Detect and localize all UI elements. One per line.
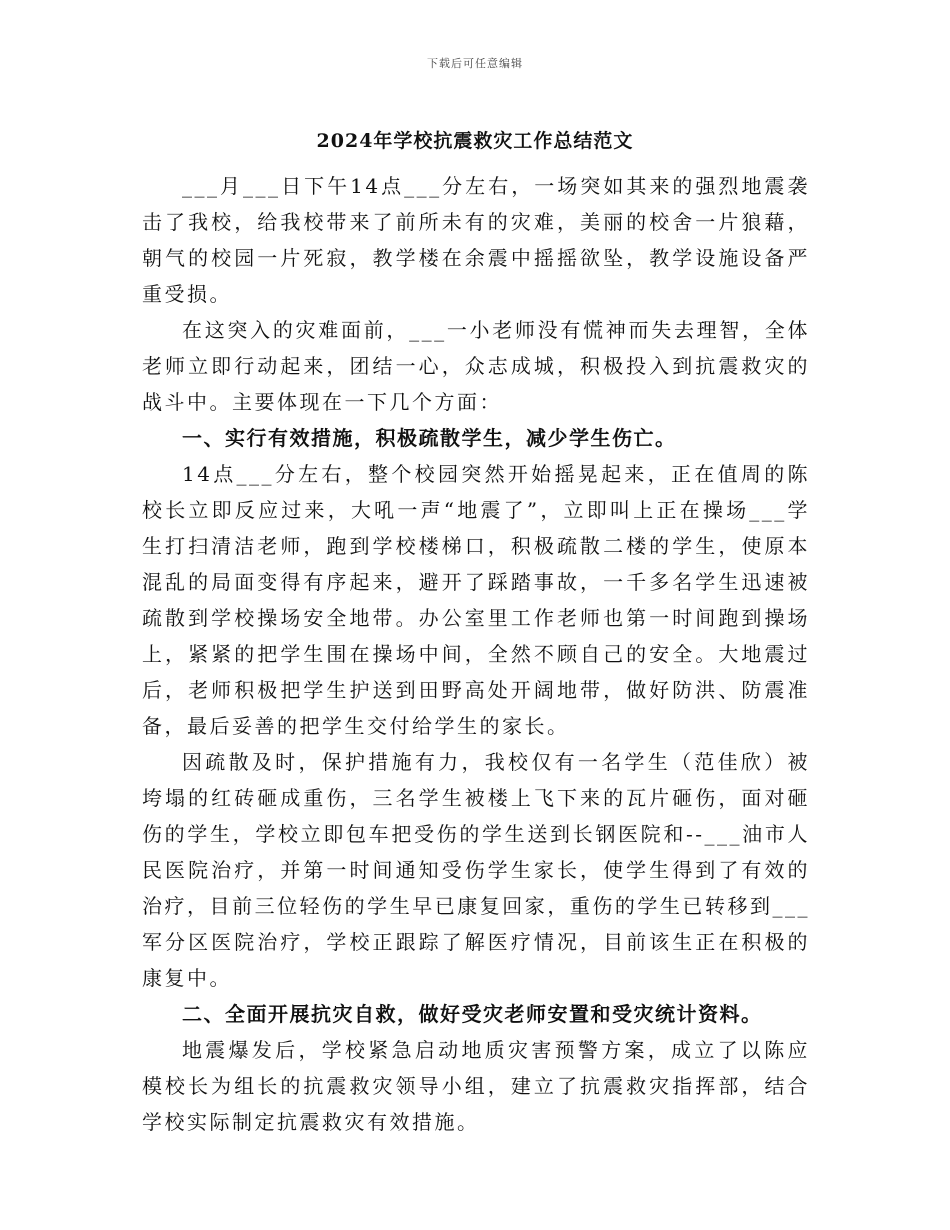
paragraph-selfrescue: 地震爆发后，学校紧急启动地质灾害预警方案，成立了以陈应模校长为组长的抗震救灾领导小组，建立了抗震救灾指挥部，结合学校实际制定抗震救灾有效措施。 (142, 1038, 810, 1134)
section-heading-1: 一、实行有效措施，积极疏散学生，减少学生伤亡。 (182, 426, 677, 450)
document-body (142, 168, 810, 1140)
paragraph-evacuation: 14点___分左右，整个校园突然开始摇晃起来，正在值周的陈校长立即反应过来，大吼一声“地震了”，立即叫上正在操场___学生打扫清洁老师，跑到学校楼梯口，积极疏散二楼的学生，使原本混乱的局面变得有序起来，避开了踩踏事故，一千多名学生迅速被疏散到学校操场安全地带。办公室里工作老师也第一时间跑到操场上，紧紧的把学生围在操场中间，全然不顾自己的安全。大地震过后，老师积极把学生护送到田野高处开阔地带，做好防洪、防震准备，最后妥善的把学生交付给学生的家长。 (142, 462, 810, 738)
document-title: 2024年学校抗震救灾工作总结范文 (316, 130, 634, 152)
paragraph-intro: ___月___日下午14点___分左右，一场突如其来的强烈地震袭击了我校，给我校带来了前所未有的灾难，美丽的校舍一片狼藉，朝气的校园一片死寂，教学楼在余震中摇摇欲坠，教学设施设备严重受损。 (142, 174, 810, 306)
section-heading-2: 二、全面开展抗灾自救，做好受灾老师安置和受灾统计资料。 (182, 1002, 763, 1026)
page-header-note: 下载后可任意编辑 (427, 57, 523, 70)
paragraph-response: 在这突入的灾难面前，___一小老师没有慌神而失去理智，全体老师立即行动起来，团结一心，众志成城，积极投入到抗震救灾的战斗中。主要体现在一下几个方面： (142, 318, 810, 414)
paragraph-injuries: 因疏散及时，保护措施有力，我校仅有一名学生（范佳欣）被垮塌的红砖砸成重伤，三名学生被楼上飞下来的瓦片砸伤，面对砸伤的学生，学校立即包车把受伤的学生送到长钢医院和--___油市人民医院治疗，并第一时间通知受伤学生家长，使学生得到了有效的治疗，目前三位轻伤的学生早已康复回家，重伤的学生已转移到___军分区医院治疗，学校正跟踪了解医疗情况，目前该生正在积极的康复中。 (142, 750, 810, 990)
